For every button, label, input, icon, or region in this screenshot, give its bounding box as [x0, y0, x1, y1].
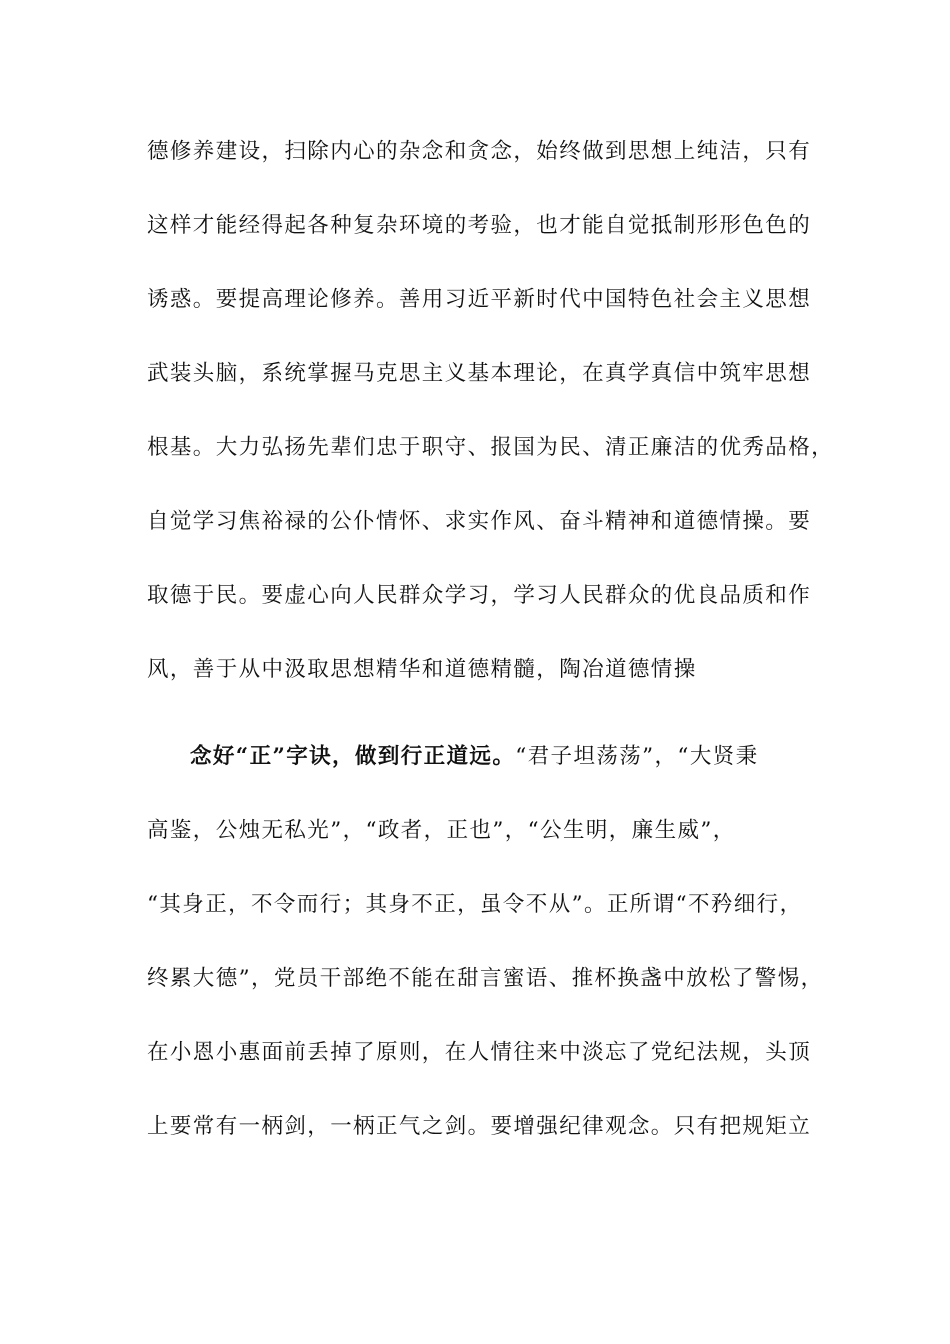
paragraph-line: 取德于民。要虚心向人民群众学习，学习人民群众的优良品质和作 — [147, 583, 812, 608]
paragraph-line: 自觉学习焦裕禄的公仆情怀、求实作风、奋斗精神和道德情操。要 — [147, 509, 812, 534]
paragraph-line: 风，善于从中汲取思想精华和道德精髓，陶冶道德情操 — [147, 657, 697, 682]
section-heading: 念好“正”字诀，做到行正道远。 — [190, 744, 516, 769]
paragraph-line: 武装头脑，系统掌握马克思主义基本理论，在真学真信中筑牢思想 — [147, 361, 812, 386]
paragraph-line: 这样才能经得起各种复杂环境的考验，也才能自觉抵制形形色色的 — [147, 213, 812, 238]
paragraph-text: “君子坦荡荡”，“大贤秉 — [515, 744, 759, 769]
paragraph-line: 诱惑。要提高理论修养。善用习近平新时代中国特色社会主义思想 — [147, 287, 812, 312]
paragraph-line: 在小恩小惠面前丢掉了原则，在人情往来中淡忘了党纪法规，头顶 — [147, 1040, 812, 1065]
paragraph-line: 上要常有一柄剑，一柄正气之剑。要增强纪律观念。只有把规矩立 — [147, 1114, 812, 1139]
paragraph-line: 终累大德”，党员干部绝不能在甜言蜜语、推杯换盏中放松了警惕， — [147, 966, 824, 991]
paragraph-line: 德修养建设，扫除内心的杂念和贪念，始终做到思想上纯洁，只有 — [147, 139, 812, 164]
paragraph-line: “其身正，不令而行；其身不正，虽令不从”。正所谓“不矜细行， — [147, 892, 803, 917]
paragraph-line: 根基。大力弘扬先辈们忠于职守、报国为民、清正廉洁的优秀品格， — [147, 435, 835, 460]
paragraph-first-line — [190, 742, 807, 772]
paragraph-line: 高鉴，公烛无私光”，“政者，正也”，“公生明，廉生威”， — [147, 818, 736, 843]
